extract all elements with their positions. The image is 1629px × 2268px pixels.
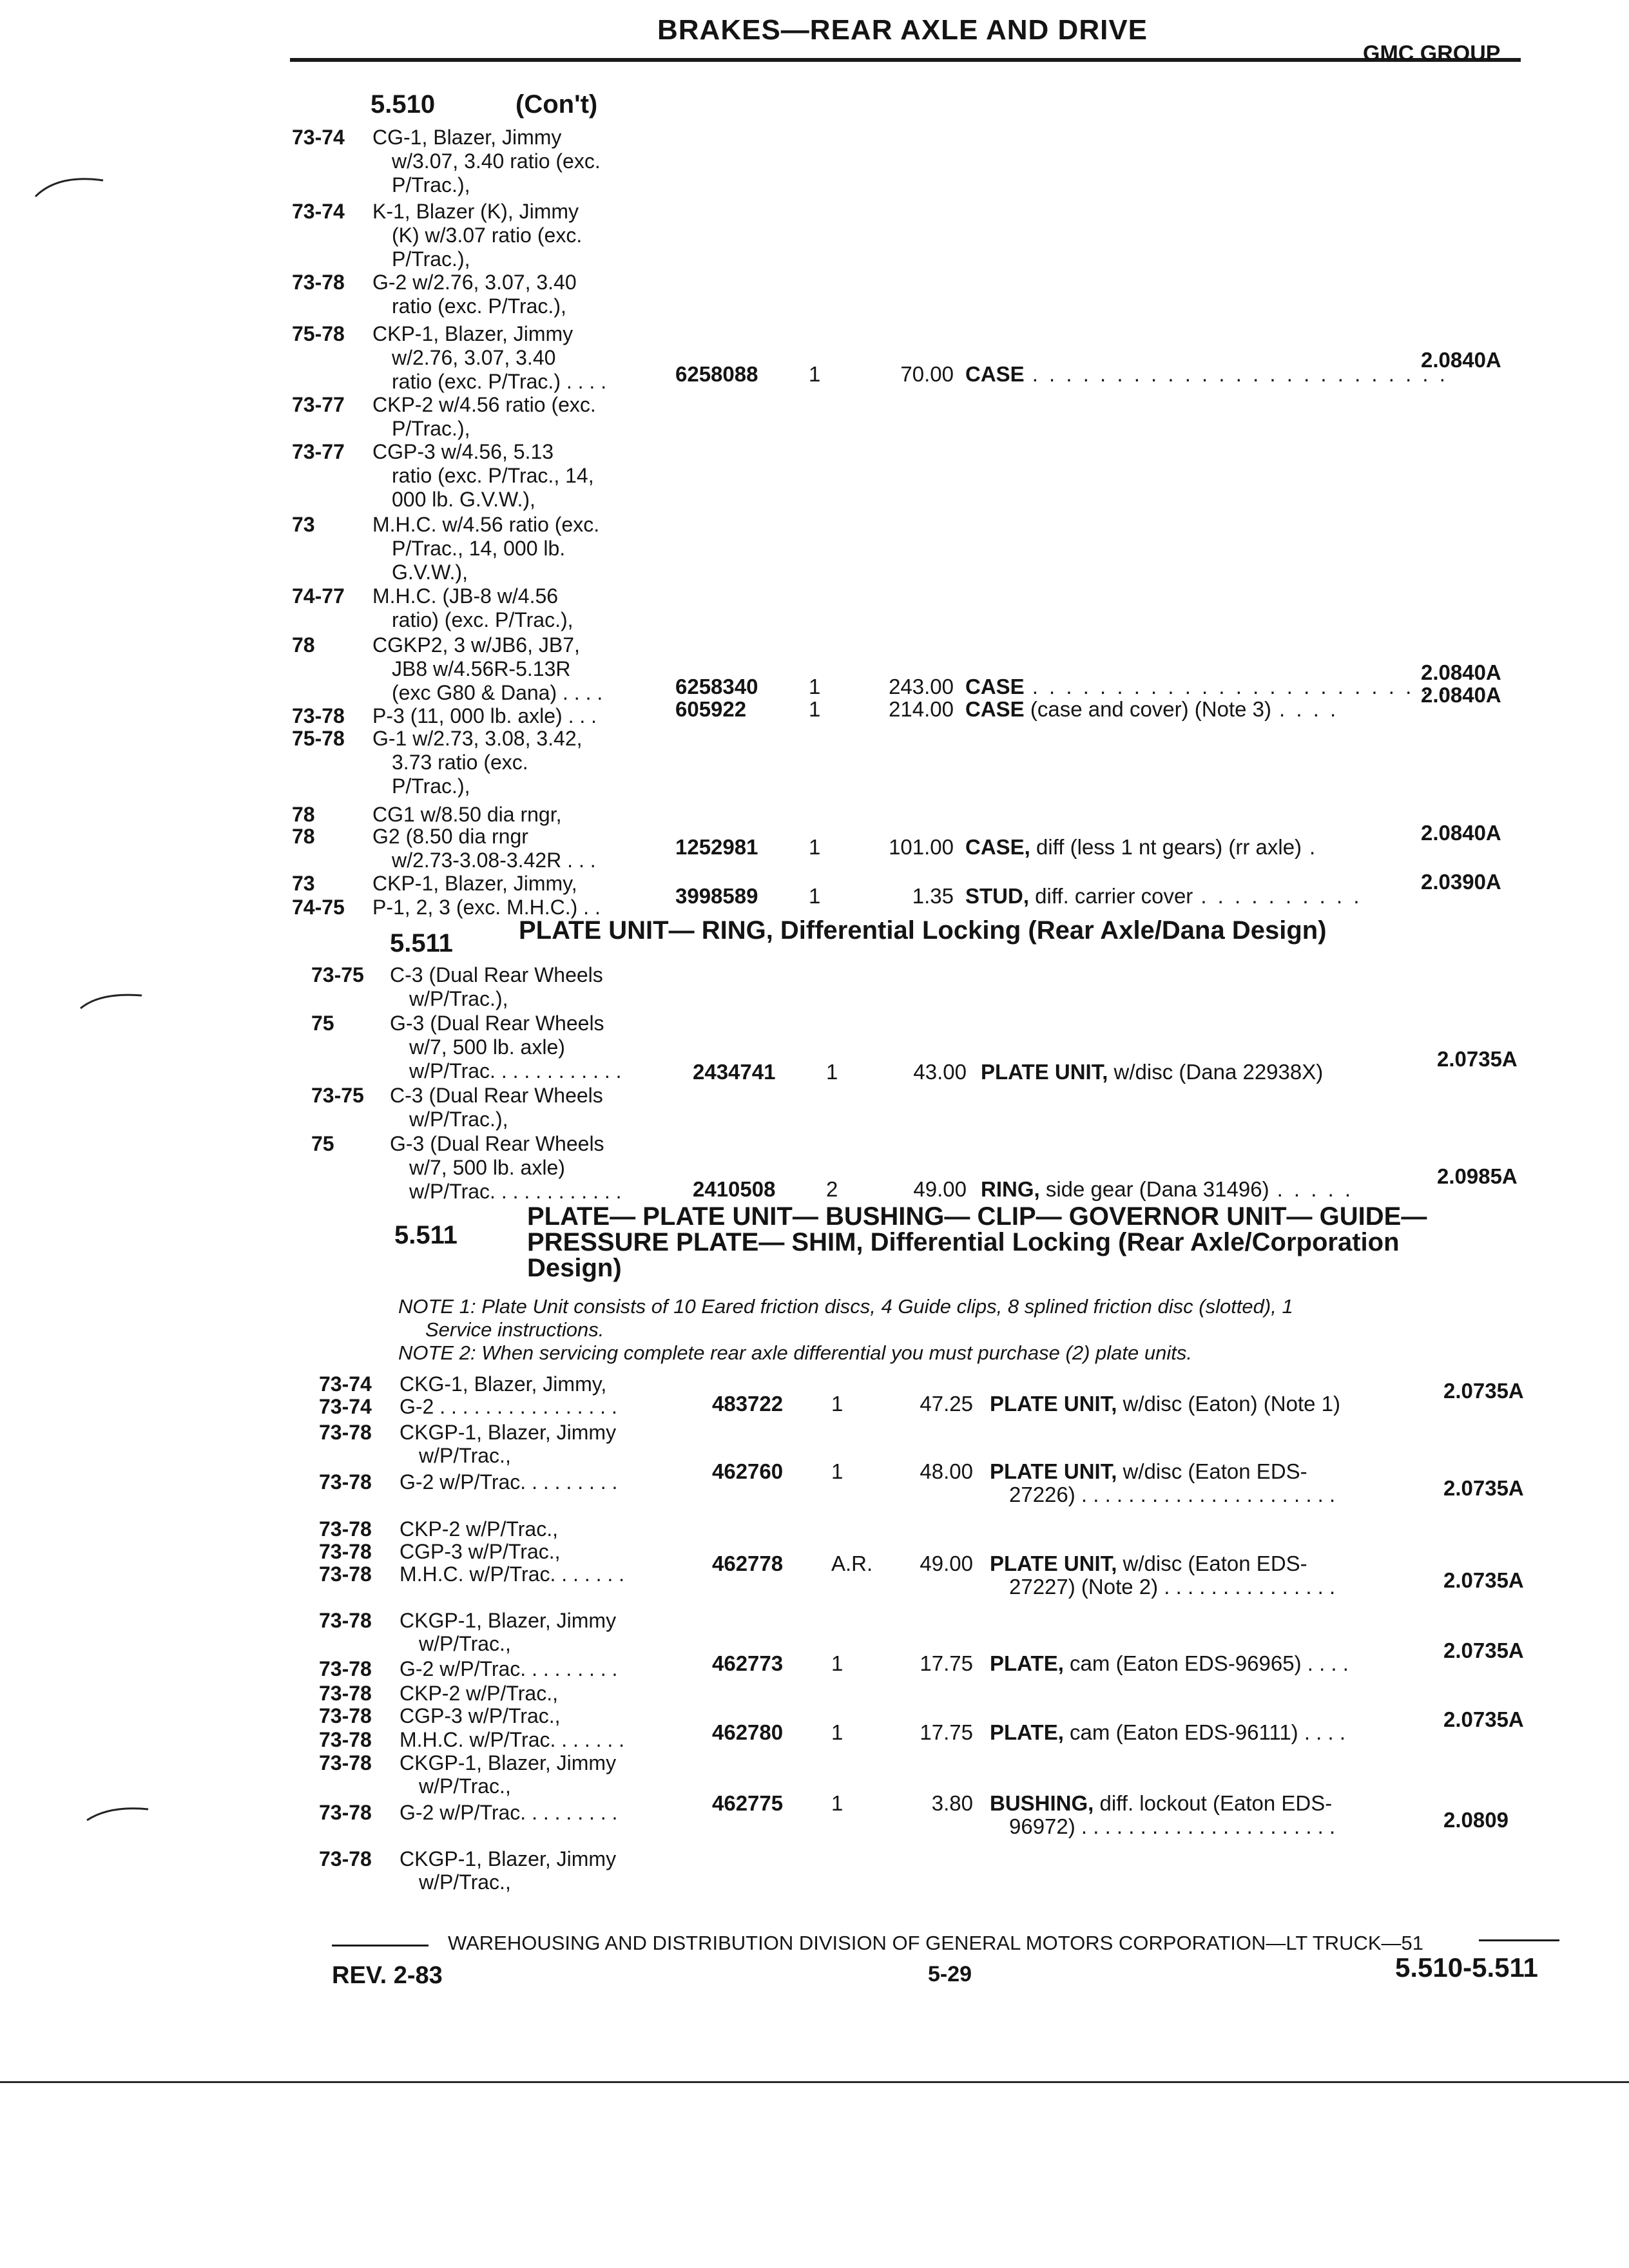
model-years: 73-78 bbox=[319, 1801, 372, 1824]
application-entry bbox=[292, 872, 577, 896]
group-label: GMC GROUP bbox=[1363, 41, 1501, 66]
application-line bbox=[292, 774, 583, 798]
application-text: K-1, Blazer (K), Jimmy bbox=[372, 200, 579, 223]
application-line bbox=[292, 488, 594, 512]
application-text: CGP-3 w/P/Trac., bbox=[400, 1704, 561, 1727]
application-entry bbox=[319, 1562, 624, 1586]
application-entry bbox=[292, 440, 594, 512]
part-detail: diff. carrier cover bbox=[1029, 884, 1193, 908]
model-years: 73-78 bbox=[319, 1657, 372, 1680]
quantity: 1 bbox=[809, 835, 821, 859]
model-years: 75 bbox=[311, 1132, 334, 1155]
part-description bbox=[965, 835, 1318, 860]
part-description bbox=[990, 1791, 1332, 1816]
part-name: STUD, bbox=[965, 884, 1029, 908]
application-entry bbox=[319, 1517, 558, 1541]
application-line bbox=[292, 464, 594, 488]
application-text: M.H.C. (JB-8 w/4.56 bbox=[372, 584, 559, 608]
application-text: w/7, 500 lb. axle) bbox=[409, 1156, 565, 1179]
part-description bbox=[981, 1177, 1353, 1202]
application-entry bbox=[319, 1395, 617, 1418]
application-text: ratio (exc. P/Trac.), bbox=[392, 294, 566, 318]
model-years: 73 bbox=[292, 513, 315, 536]
model-years: 73-74 bbox=[319, 1395, 372, 1418]
part-name: BUSHING, bbox=[990, 1791, 1094, 1815]
application-text: G-2 w/P/Trac. . . . . . . . . bbox=[400, 1657, 618, 1680]
application-entry bbox=[319, 1704, 561, 1727]
application-entry bbox=[319, 1470, 617, 1494]
application-text: P/Trac.), bbox=[392, 173, 470, 197]
application-text: CGP-3 w/4.56, 5.13 bbox=[372, 440, 554, 463]
application-text: ratio) (exc. P/Trac.), bbox=[392, 608, 574, 631]
part-number: 6258088 bbox=[675, 362, 758, 386]
quantity: A.R. bbox=[831, 1552, 873, 1575]
application-text: M.H.C. w/P/Trac. . . . . . . bbox=[400, 1562, 625, 1586]
application-text: 000 lb. G.V.W.), bbox=[392, 488, 535, 511]
application-line bbox=[311, 987, 603, 1011]
group-number: 2.0840A bbox=[1421, 683, 1501, 707]
group-number: 2.0390A bbox=[1421, 870, 1501, 894]
application-text: P/Trac.), bbox=[392, 774, 470, 798]
part-detail: w/disc (Dana 22938X) bbox=[1108, 1060, 1324, 1084]
application-text: ratio (exc. P/Trac.) . . . . bbox=[392, 370, 607, 393]
part-detail: (case and cover) (Note 3) bbox=[1024, 697, 1272, 721]
part-name: RING, bbox=[981, 1177, 1040, 1201]
application-entry bbox=[292, 126, 601, 197]
part-name: PLATE, bbox=[990, 1720, 1064, 1744]
part-number: 462778 bbox=[712, 1552, 784, 1575]
application-text: (K) w/3.07 ratio (exc. bbox=[392, 224, 583, 247]
model-years: 73-74 bbox=[292, 200, 345, 223]
part-detail-line: 27227) (Note 2) . . . . . . . . . . . . . . . bbox=[1009, 1575, 1336, 1599]
part-number: 2410508 bbox=[693, 1177, 776, 1201]
application-line bbox=[292, 370, 606, 394]
group-number: 2.0840A bbox=[1421, 348, 1501, 372]
part-detail: cam (Eaton EDS-96111) . . . . bbox=[1063, 1720, 1346, 1744]
application-line bbox=[292, 608, 574, 632]
application-line bbox=[292, 537, 599, 561]
model-years: 73-78 bbox=[319, 1751, 372, 1774]
application-entry bbox=[292, 200, 582, 271]
part-description bbox=[990, 1552, 1307, 1576]
application-text: w/7, 500 lb. axle) bbox=[409, 1035, 565, 1059]
group-number: 2.0735A bbox=[1443, 1639, 1524, 1662]
part-name: CASE bbox=[965, 675, 1025, 698]
application-line bbox=[292, 561, 599, 584]
part-name: PLATE UNIT, bbox=[990, 1392, 1117, 1416]
application-entry bbox=[292, 513, 599, 584]
revision-label: REV. 2-83 bbox=[332, 1962, 443, 1989]
section-range: 5.510-5.511 bbox=[1395, 1952, 1538, 1983]
footer-text: WAREHOUSING AND DISTRIBUTION DIVISION OF GENERAL MOTORS CORPORATION—LT TRUCK—51 bbox=[448, 1932, 1424, 1954]
application-text: JB8 w/4.56R-5.13R bbox=[392, 657, 571, 680]
application-text: M.H.C. w/4.56 ratio (exc. bbox=[372, 513, 600, 536]
note-line: NOTE 2: When servicing complete rear axle differential you must purchase (2) plate units. bbox=[398, 1341, 1192, 1364]
application-text: CG1 w/8.50 dia rngr, bbox=[372, 803, 562, 826]
application-text: CGKP2, 3 w/JB6, JB7, bbox=[372, 633, 580, 657]
model-years: 73-78 bbox=[319, 1728, 372, 1751]
part-number: 6258340 bbox=[675, 675, 758, 698]
application-text: (exc G80 & Dana) . . . . bbox=[392, 681, 603, 704]
quantity: 1 bbox=[831, 1392, 843, 1416]
model-years: 75 bbox=[311, 1012, 334, 1035]
application-text: G-2 . . . . . . . . . . . . . . . . bbox=[400, 1395, 617, 1418]
application-line bbox=[311, 1035, 622, 1059]
application-text: G-2 w/2.76, 3.07, 3.40 bbox=[372, 271, 577, 294]
application-text: P-3 (11, 000 lb. axle) . . . bbox=[372, 704, 597, 727]
price: 49.00 bbox=[920, 1552, 973, 1575]
application-entry bbox=[292, 322, 606, 394]
part-description bbox=[965, 675, 1448, 699]
application-entry bbox=[319, 1751, 616, 1798]
model-years: 73-75 bbox=[311, 963, 364, 986]
quantity: 2 bbox=[826, 1177, 838, 1201]
application-text: CKP-2 w/P/Trac., bbox=[400, 1517, 558, 1541]
model-years: 73-78 bbox=[319, 1421, 372, 1444]
application-entry bbox=[319, 1540, 561, 1563]
footer-rule bbox=[332, 1945, 429, 1946]
application-line bbox=[292, 294, 577, 318]
application-line bbox=[292, 751, 583, 774]
application-text: G-3 (Dual Rear Wheels bbox=[390, 1012, 604, 1035]
application-text: w/2.76, 3.07, 3.40 bbox=[392, 346, 556, 369]
group-number: 2.0735A bbox=[1443, 1568, 1524, 1592]
application-line bbox=[292, 346, 606, 370]
application-text: CKP-2 w/P/Trac., bbox=[400, 1682, 558, 1705]
quantity: 1 bbox=[809, 697, 821, 721]
application-text: w/P/Trac.), bbox=[409, 987, 508, 1010]
part-detail: w/disc (Eaton EDS- bbox=[1117, 1552, 1307, 1575]
price: 17.75 bbox=[920, 1651, 973, 1675]
quantity: 1 bbox=[809, 884, 821, 908]
part-description bbox=[981, 1060, 1323, 1084]
part-name: PLATE, bbox=[990, 1651, 1064, 1675]
application-text: C-3 (Dual Rear Wheels bbox=[390, 963, 603, 986]
part-description bbox=[965, 697, 1338, 722]
price: 70.00 bbox=[900, 362, 954, 386]
model-years: 74-77 bbox=[292, 584, 345, 608]
price: 48.00 bbox=[920, 1459, 973, 1483]
application-entry bbox=[319, 1847, 616, 1894]
part-description bbox=[990, 1459, 1307, 1484]
section-title-line: PRESSURE PLATE— SHIM, Differential Locking (Rear Axle/Corporation bbox=[527, 1228, 1400, 1256]
application-text: G-2 w/P/Trac. . . . . . . . . bbox=[400, 1470, 618, 1494]
group-number: 2.0735A bbox=[1437, 1047, 1518, 1071]
leader-dots: . . . . . . . . . . . . . . . . . . . . . . . . . bbox=[1032, 362, 1448, 386]
part-number: 3998589 bbox=[675, 884, 758, 908]
price: 101.00 bbox=[889, 835, 954, 859]
part-description bbox=[965, 362, 1448, 387]
price: 3.80 bbox=[931, 1791, 973, 1815]
footer-rule bbox=[1479, 1939, 1559, 1941]
model-years: 73-74 bbox=[319, 1372, 372, 1396]
part-detail: cam (Eaton EDS-96965) . . . . bbox=[1063, 1651, 1349, 1675]
application-entry bbox=[292, 727, 583, 798]
application-line bbox=[311, 1156, 622, 1180]
application-text: CKP-1, Blazer, Jimmy bbox=[372, 322, 574, 345]
model-years: 73-75 bbox=[311, 1084, 364, 1107]
quantity: 1 bbox=[809, 362, 821, 386]
application-text: CKP-2 w/4.56 ratio (exc. bbox=[372, 393, 596, 416]
part-name: CASE bbox=[965, 362, 1025, 386]
model-years: 78 bbox=[292, 803, 315, 826]
model-years: 73-77 bbox=[292, 440, 345, 463]
application-text: P/Trac., 14, 000 lb. bbox=[392, 537, 566, 560]
application-text: G-2 w/P/Trac. . . . . . . . . bbox=[400, 1801, 618, 1824]
application-text: G-1 w/2.73, 3.08, 3.42, bbox=[372, 727, 583, 750]
application-text: CKG-1, Blazer, Jimmy, bbox=[400, 1372, 607, 1396]
leader-dots: . . . . . bbox=[1277, 1177, 1354, 1201]
application-text: w/3.07, 3.40 ratio (exc. bbox=[392, 149, 601, 173]
scan-mark bbox=[84, 1798, 155, 1830]
application-text: CKGP-1, Blazer, Jimmy bbox=[400, 1751, 617, 1774]
application-text: P-1, 2, 3 (exc. M.H.C.) . . bbox=[372, 896, 601, 919]
price: 17.75 bbox=[920, 1720, 973, 1744]
quantity: 1 bbox=[831, 1720, 843, 1744]
part-detail-line: 96972) . . . . . . . . . . . . . . . . . . . . . . bbox=[1009, 1814, 1336, 1838]
part-detail: side gear (Dana 31496) bbox=[1039, 1177, 1269, 1201]
application-line bbox=[292, 247, 582, 271]
application-entry bbox=[311, 963, 603, 1011]
application-entry bbox=[292, 584, 574, 632]
notes bbox=[398, 1295, 1532, 1365]
application-line bbox=[319, 1444, 616, 1467]
model-years: 75-78 bbox=[292, 727, 345, 750]
model-years: 78 bbox=[292, 825, 315, 848]
model-years: 73-78 bbox=[319, 1609, 372, 1632]
application-line bbox=[292, 681, 602, 705]
group-number: 2.0840A bbox=[1421, 821, 1501, 845]
part-description bbox=[990, 1651, 1349, 1676]
application-text: CGP-3 w/P/Trac., bbox=[400, 1540, 561, 1563]
application-line bbox=[319, 1632, 616, 1655]
part-number: 605922 bbox=[675, 697, 747, 721]
price: 49.00 bbox=[913, 1177, 967, 1201]
application-entry bbox=[311, 1132, 622, 1204]
quantity: 1 bbox=[826, 1060, 838, 1084]
part-detail: diff (less 1 nt gears) (rr axle) bbox=[1030, 835, 1302, 859]
application-text: G.V.W.), bbox=[392, 561, 468, 584]
leader-dots: . . . . . . . . . . bbox=[1200, 884, 1362, 908]
model-years: 73-74 bbox=[292, 126, 345, 149]
application-entry bbox=[319, 1372, 606, 1396]
application-entry bbox=[319, 1421, 616, 1467]
part-number: 462780 bbox=[712, 1720, 784, 1744]
application-line bbox=[292, 417, 596, 441]
model-years: 73-78 bbox=[319, 1540, 372, 1563]
application-entry bbox=[292, 803, 561, 827]
application-text: w/P/Trac., bbox=[419, 1870, 511, 1894]
leader-dots: . . . . bbox=[1279, 697, 1339, 721]
section-title bbox=[527, 1204, 1427, 1281]
model-years: 73-78 bbox=[319, 1704, 372, 1727]
part-name: PLATE UNIT, bbox=[990, 1459, 1117, 1483]
application-line bbox=[311, 1180, 622, 1204]
leader-dots: . . . . . . . . . . . . . . . . . . . . . . . . . bbox=[1032, 675, 1448, 698]
group-number: 2.0735A bbox=[1443, 1379, 1524, 1403]
header-rule bbox=[290, 58, 1521, 62]
part-name: PLATE UNIT, bbox=[990, 1552, 1117, 1575]
section-title: (Con't) bbox=[516, 90, 598, 119]
price: 1.35 bbox=[912, 884, 954, 908]
section-title-line: PLATE— PLATE UNIT— BUSHING— CLIP— GOVERNOR UNIT— GUIDE— bbox=[527, 1202, 1427, 1231]
application-text: CG-1, Blazer, Jimmy bbox=[372, 126, 562, 149]
application-line bbox=[319, 1774, 616, 1798]
model-years: 73-78 bbox=[319, 1562, 372, 1586]
application-entry bbox=[311, 1012, 622, 1083]
price: 214.00 bbox=[889, 697, 954, 721]
application-text: C-3 (Dual Rear Wheels bbox=[390, 1084, 603, 1107]
page-title: BRAKES—REAR AXLE AND DRIVE bbox=[657, 14, 1148, 46]
part-name: PLATE UNIT, bbox=[981, 1060, 1108, 1084]
quantity: 1 bbox=[831, 1459, 843, 1483]
scan-mark bbox=[77, 986, 148, 1018]
application-line bbox=[319, 1870, 616, 1894]
model-years: 73-78 bbox=[292, 704, 345, 727]
section-number: 5.511 bbox=[394, 1221, 458, 1249]
application-text: CKGP-1, Blazer, Jimmy bbox=[400, 1421, 617, 1444]
application-text: G-3 (Dual Rear Wheels bbox=[390, 1132, 604, 1155]
quantity: 1 bbox=[831, 1651, 843, 1675]
part-detail: w/disc (Eaton EDS- bbox=[1117, 1459, 1307, 1483]
application-line bbox=[311, 1059, 622, 1083]
part-detail: diff. lockout (Eaton EDS- bbox=[1094, 1791, 1333, 1815]
quantity: 1 bbox=[831, 1791, 843, 1815]
application-line bbox=[292, 149, 601, 173]
section-number: 5.511 bbox=[390, 929, 453, 957]
application-entry bbox=[292, 825, 596, 872]
application-line bbox=[311, 1108, 603, 1131]
scan-edge-line bbox=[0, 2081, 1629, 2083]
model-years: 75-78 bbox=[292, 322, 345, 345]
model-years: 73-78 bbox=[292, 271, 345, 294]
application-entry bbox=[319, 1682, 558, 1705]
application-entry bbox=[292, 271, 577, 318]
part-description bbox=[990, 1392, 1340, 1416]
part-number: 462773 bbox=[712, 1651, 784, 1675]
part-number: 462775 bbox=[712, 1791, 784, 1815]
model-years: 73-78 bbox=[319, 1682, 372, 1705]
application-line bbox=[292, 657, 602, 681]
section-title: PLATE UNIT— RING, Differential Locking (Rear Axle/Dana Design) bbox=[519, 916, 1327, 945]
section-title-line: Design) bbox=[527, 1254, 622, 1282]
application-text: ratio (exc. P/Trac., 14, bbox=[392, 464, 594, 487]
part-description bbox=[990, 1720, 1345, 1745]
price: 243.00 bbox=[889, 675, 954, 698]
note-line: Service instructions. bbox=[425, 1318, 604, 1341]
application-entry bbox=[319, 1728, 624, 1751]
application-text: CKP-1, Blazer, Jimmy, bbox=[372, 872, 577, 895]
application-entry bbox=[292, 704, 597, 728]
group-number: 2.0735A bbox=[1443, 1476, 1524, 1500]
application-text: w/P/Trac., bbox=[419, 1632, 511, 1655]
model-years: 73-78 bbox=[319, 1470, 372, 1494]
application-text: w/P/Trac. . . . . . . . . . . . bbox=[409, 1180, 622, 1203]
part-description bbox=[965, 884, 1362, 908]
group-number: 2.0985A bbox=[1437, 1164, 1518, 1188]
part-number: 1252981 bbox=[675, 835, 758, 859]
application-text: CKGP-1, Blazer, Jimmy bbox=[400, 1609, 617, 1632]
section-number: 5.510 bbox=[371, 90, 436, 119]
application-entry bbox=[292, 633, 602, 705]
part-name: CASE bbox=[965, 697, 1025, 721]
application-line bbox=[292, 849, 596, 872]
model-years: 78 bbox=[292, 633, 315, 657]
part-detail: w/disc (Eaton) (Note 1) bbox=[1117, 1392, 1341, 1416]
model-years: 74-75 bbox=[292, 896, 345, 919]
model-years: 73-78 bbox=[319, 1517, 372, 1541]
model-years: 73-77 bbox=[292, 393, 345, 416]
group-number: 2.0840A bbox=[1421, 660, 1501, 684]
application-text: M.H.C. w/P/Trac. . . . . . . bbox=[400, 1728, 625, 1751]
note-line: NOTE 1: Plate Unit consists of 10 Eared friction discs, 4 Guide clips, 8 splined friction disc (slotted), 1 bbox=[398, 1295, 1293, 1318]
part-number: 2434741 bbox=[693, 1060, 776, 1084]
price: 47.25 bbox=[920, 1392, 973, 1416]
application-text: w/P/Trac. . . . . . . . . . . . bbox=[409, 1059, 622, 1082]
application-entry bbox=[319, 1801, 617, 1824]
group-number: 2.0735A bbox=[1443, 1707, 1524, 1731]
model-years: 73 bbox=[292, 872, 315, 895]
model-years: 73-78 bbox=[319, 1847, 372, 1870]
application-text: w/P/Trac., bbox=[419, 1444, 511, 1467]
scan-mark bbox=[32, 168, 110, 206]
application-text: w/2.73-3.08-3.42R . . . bbox=[392, 849, 596, 872]
application-text: w/P/Trac., bbox=[419, 1774, 511, 1798]
application-entry bbox=[319, 1609, 616, 1655]
page-number: 5-29 bbox=[928, 1962, 972, 1986]
application-entry bbox=[319, 1657, 617, 1680]
application-text: P/Trac.), bbox=[392, 417, 470, 440]
part-number: 483722 bbox=[712, 1392, 784, 1416]
application-text: w/P/Trac.), bbox=[409, 1108, 508, 1131]
application-line bbox=[292, 224, 582, 247]
group-number: 2.0809 bbox=[1443, 1808, 1509, 1832]
part-detail-line: 27226) . . . . . . . . . . . . . . . . . . . . . . bbox=[1009, 1483, 1336, 1506]
part-name: CASE, bbox=[965, 835, 1030, 859]
price: 43.00 bbox=[913, 1060, 967, 1084]
leader-dots: . bbox=[1309, 835, 1318, 859]
application-entry bbox=[292, 393, 596, 441]
part-number: 462760 bbox=[712, 1459, 784, 1483]
application-text: G2 (8.50 dia rngr bbox=[372, 825, 528, 848]
application-line bbox=[292, 173, 601, 197]
application-text: P/Trac.), bbox=[392, 247, 470, 271]
application-entry bbox=[311, 1084, 603, 1131]
application-text: 3.73 ratio (exc. bbox=[392, 751, 528, 774]
application-text: CKGP-1, Blazer, Jimmy bbox=[400, 1847, 617, 1870]
quantity: 1 bbox=[809, 675, 821, 698]
